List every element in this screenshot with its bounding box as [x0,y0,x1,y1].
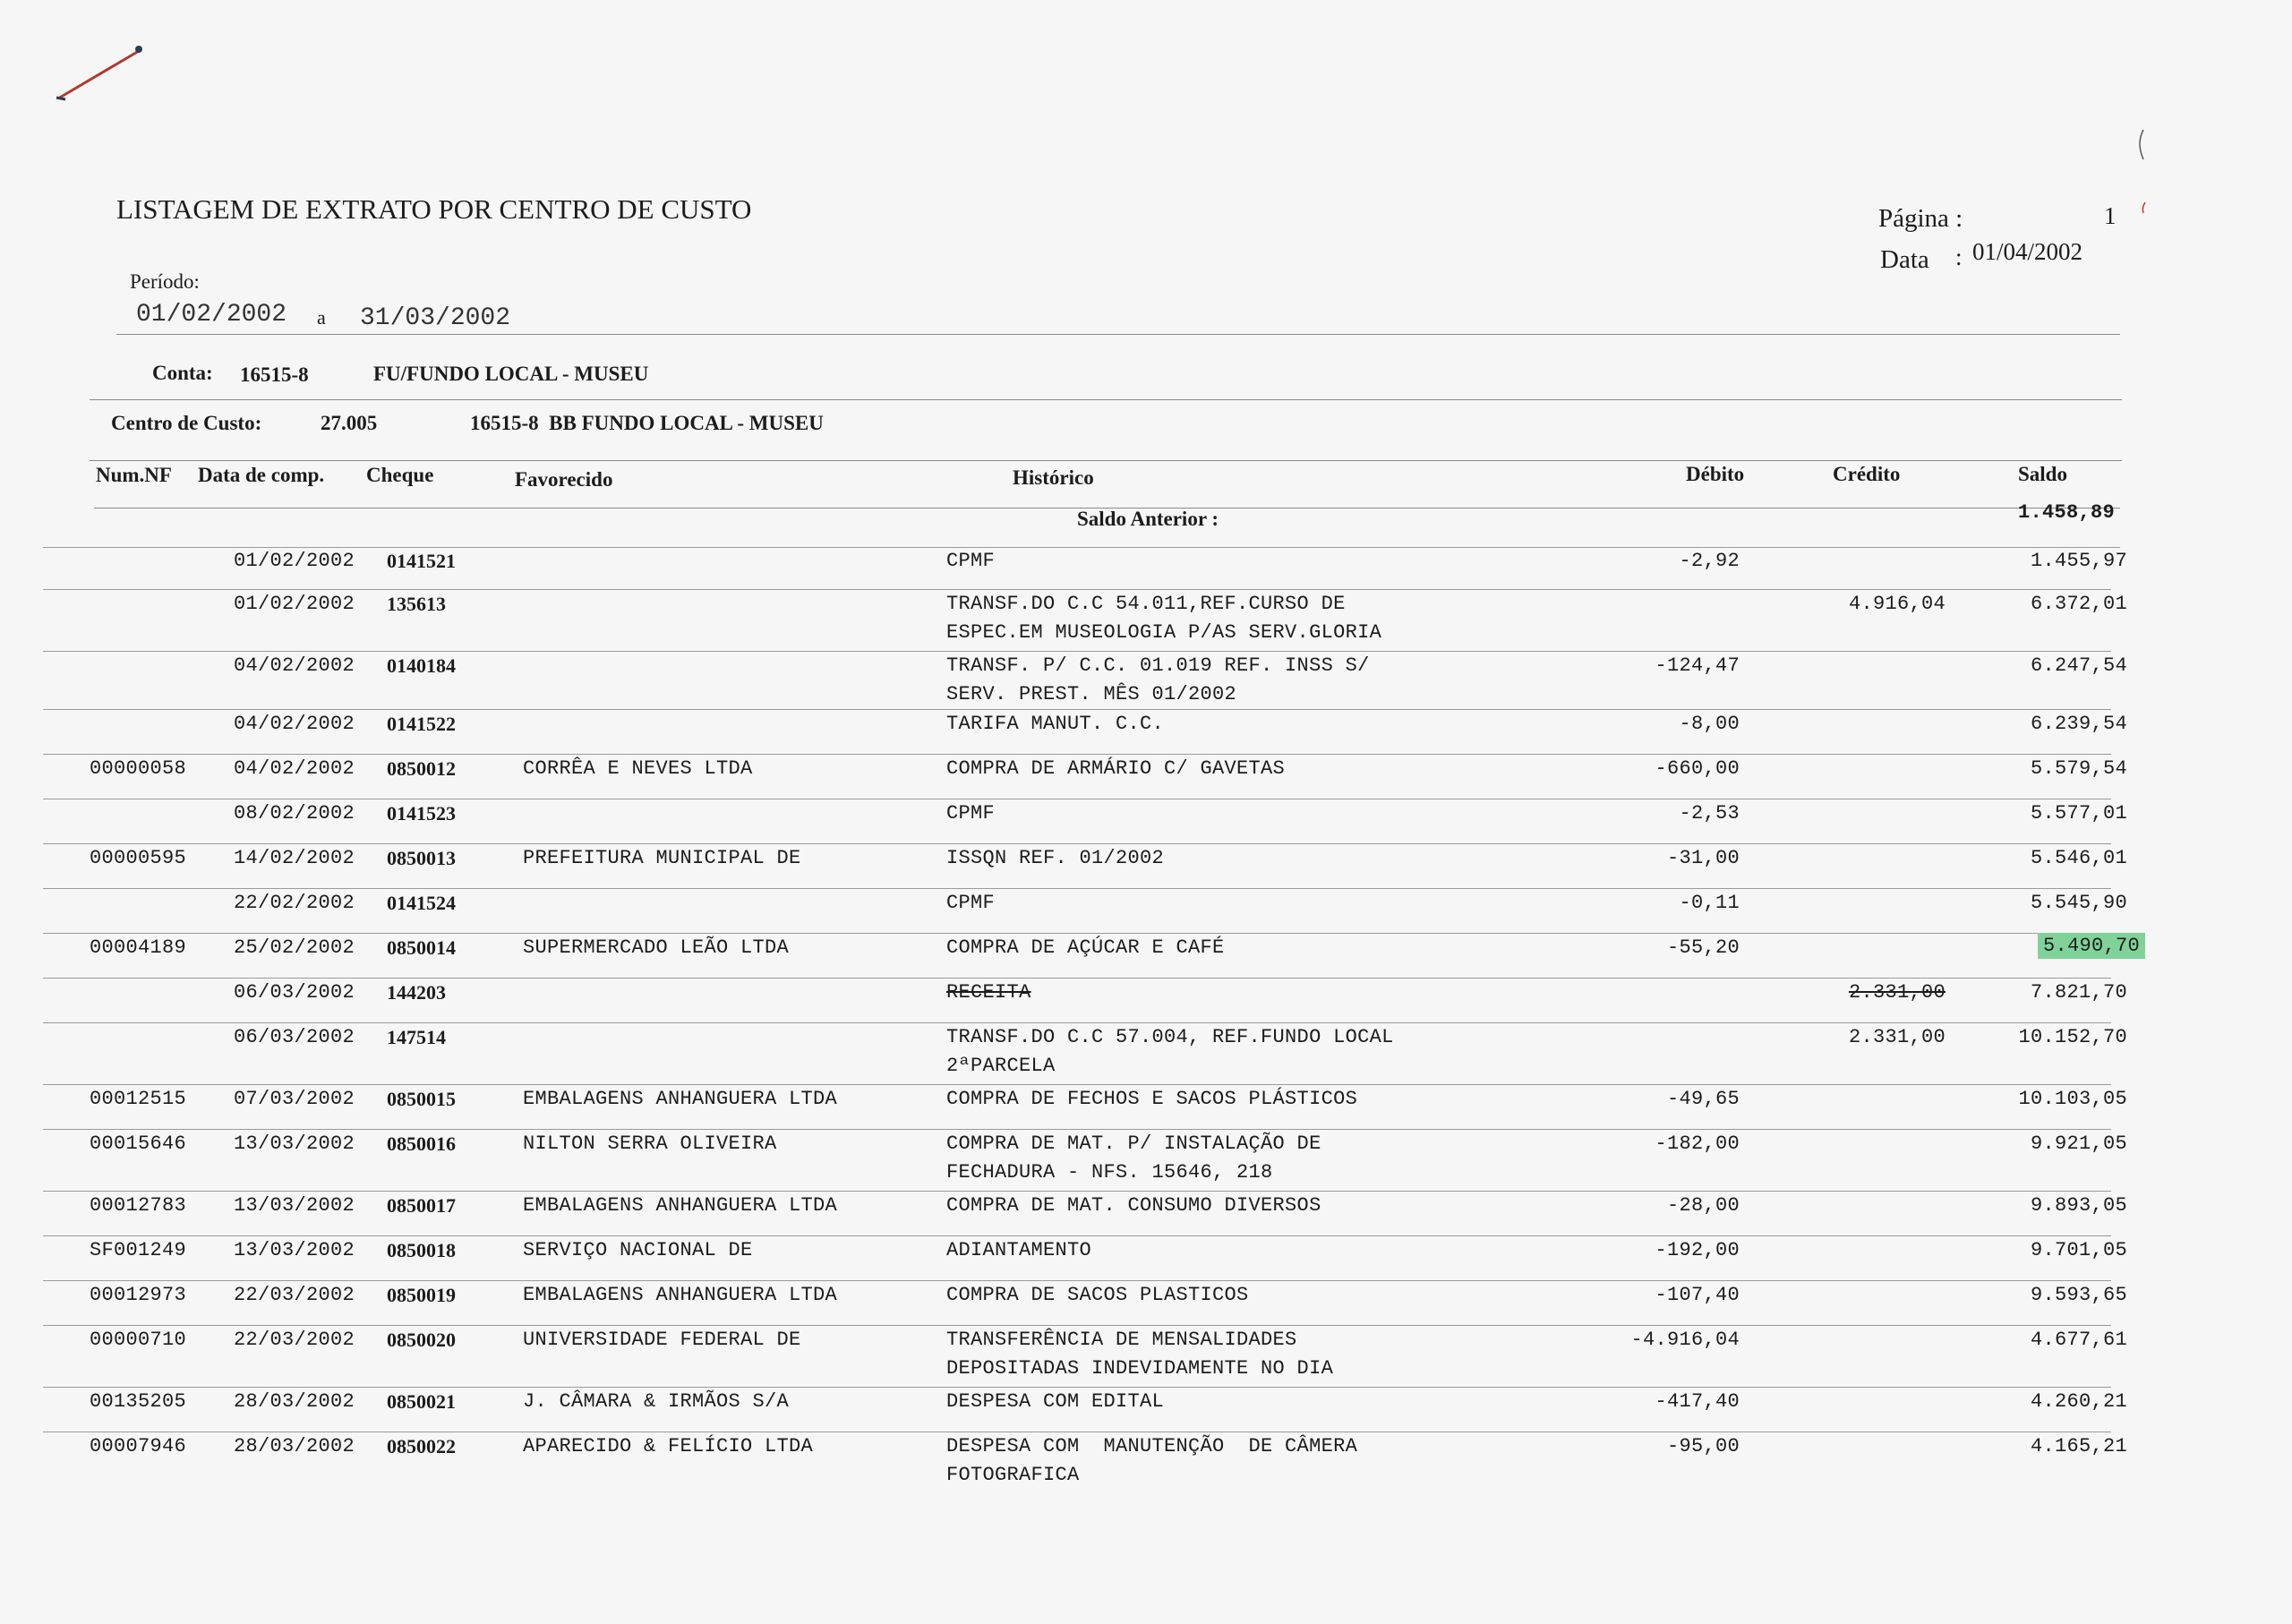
cell-num-nf: 00000595 [90,847,187,869]
row-divider [43,1325,2111,1326]
cell-favorecido: SERVIÇO NACIONAL DE [523,1239,753,1261]
cell-date: 25/02/2002 [234,936,355,959]
cell-date: 01/02/2002 [234,550,355,572]
cell-debito: -2,53 [1679,802,1740,825]
cell-debito: -182,00 [1655,1133,1740,1155]
cell-debito: -8,00 [1679,713,1740,735]
cell-cheque: 0850014 [387,936,456,959]
cell-historico: CPMF [946,550,996,572]
cell-historico-cont: FOTOGRAFICA [946,1464,1080,1486]
divider [90,399,2122,400]
cell-favorecido: APARECIDO & FELÍCIO LTDA [523,1435,814,1457]
cell-historico: COMPRA DE FECHOS E SACOS PLÁSTICOS [946,1088,1358,1110]
col-data-comp: Data de comp. [198,464,325,486]
cell-date: 08/02/2002 [234,802,355,825]
cell-date: 07/03/2002 [234,1088,355,1110]
col-favorecido: Favorecido [515,468,613,491]
cell-date: 13/03/2002 [234,1194,355,1217]
saldo-anterior-value: 1.458,89 [2018,501,2116,524]
cell-historico: COMPRA DE MAT. P/ INSTALAÇÃO DE [946,1133,1321,1155]
cell-date: 14/02/2002 [234,847,355,869]
row-divider [43,1235,2111,1236]
col-saldo: Saldo [2018,463,2067,485]
cell-debito: -192,00 [1655,1239,1740,1261]
cell-saldo: 4.165,21 [2030,1435,2127,1457]
cell-cheque: 0141521 [387,550,456,572]
cell-num-nf: 00000710 [90,1329,187,1351]
cell-favorecido: PREFEITURA MUNICIPAL DE [523,847,801,869]
cell-saldo: 5.546,01 [2030,847,2127,869]
cell-num-nf: 00007946 [90,1435,187,1457]
cell-cheque: 0850019 [387,1284,456,1306]
conta-label: Conta: [152,362,213,384]
cell-cheque: 0141522 [387,713,456,735]
cell-debito: -31,00 [1666,847,1740,869]
cell-debito: -124,47 [1655,654,1740,677]
cell-historico: COMPRA DE SACOS PLASTICOS [946,1284,1249,1306]
cell-saldo: 1.455,97 [2030,550,2127,572]
cell-cheque: 0850017 [387,1194,456,1217]
cell-date: 01/02/2002 [234,593,355,615]
cell-saldo: 5.577,01 [2030,802,2127,825]
cell-saldo: 4.260,21 [2030,1390,2127,1413]
cell-historico-cont: FECHADURA - NFS. 15646, 218 [946,1161,1273,1184]
cell-date: 22/03/2002 [234,1284,355,1306]
cell-saldo: 5.579,54 [2030,757,2127,780]
cell-saldo: 10.152,70 [2018,1026,2127,1048]
cell-historico: TRANSF.DO C.C 54.011,REF.CURSO DE [946,593,1346,615]
row-divider [43,1129,2111,1130]
cell-historico: TARIFA MANUT. C.C. [946,713,1165,735]
cell-historico: TRANSF.DO C.C 57.004, REF.FUNDO LOCAL [946,1026,1394,1048]
pen-mark [49,40,157,112]
cell-num-nf: 00135205 [90,1390,187,1413]
cell-credito: 4.916,04 [1848,593,1946,615]
cell-favorecido: NILTON SERRA OLIVEIRA [523,1133,777,1155]
cell-historico: TRANSFERÊNCIA DE MENSALIDADES [946,1329,1297,1351]
cell-historico: COMPRA DE MAT. CONSUMO DIVERSOS [946,1194,1321,1217]
cell-debito: -107,40 [1655,1284,1740,1306]
periodo-label: Período: [130,270,200,293]
cell-num-nf: 00004189 [90,936,187,959]
cell-date: 04/02/2002 [234,757,355,780]
col-cheque: Cheque [366,464,434,486]
cell-historico: COMPRA DE ARMÁRIO C/ GAVETAS [946,757,1286,780]
cell-historico: CPMF [946,892,996,914]
cell-debito: -95,00 [1666,1435,1740,1457]
col-credito: Crédito [1833,463,1901,485]
cell-historico-cont: SERV. PREST. MÊS 01/2002 [946,683,1237,705]
cell-saldo: 5.545,90 [2030,892,2127,914]
data-sep: : [1955,244,1963,270]
cell-date: 13/03/2002 [234,1133,355,1155]
cell-cheque: 0850022 [387,1435,456,1457]
cell-saldo: 6.247,54 [2030,654,2127,677]
cell-favorecido: J. CÂMARA & IRMÃOS S/A [523,1390,790,1413]
conta-number: 16515-8 [240,363,309,386]
row-divider [43,754,2111,755]
cell-cheque: 0850015 [387,1088,456,1110]
divider [43,547,2120,548]
data-label: Data [1880,245,1929,274]
cell-historico: TRANSF. P/ C.C. 01.019 REF. INSS S/ [946,654,1370,677]
cell-debito: -660,00 [1655,757,1740,780]
col-historico: Histórico [1013,466,1094,489]
cell-cheque: 0141523 [387,802,456,825]
cell-debito: -49,65 [1666,1088,1740,1110]
cell-date: 22/02/2002 [234,892,355,914]
divider [90,460,2122,461]
cell-num-nf: 00000058 [90,757,187,780]
row-divider [43,1084,2111,1085]
cell-date: 13/03/2002 [234,1239,355,1261]
row-divider [43,888,2111,889]
cell-date: 22/03/2002 [234,1329,355,1351]
cell-cheque: 0850016 [387,1133,456,1155]
row-divider [43,1191,2111,1192]
cell-num-nf: 00012783 [90,1194,187,1217]
cell-date: 04/02/2002 [234,654,355,677]
data-value: 01/04/2002 [1972,238,2083,265]
saldo-anterior-label: Saldo Anterior : [1077,508,1219,530]
cell-cheque: 0850021 [387,1390,456,1413]
centro-name: 16515-8 BB FUNDO LOCAL - MUSEU [470,412,824,434]
cell-date: 06/03/2002 [234,1026,355,1048]
cell-debito: -4.916,04 [1630,1329,1740,1351]
cell-historico: RECEITA [946,981,1031,1004]
cell-historico: CPMF [946,802,996,825]
divider [116,334,2120,335]
cell-num-nf: SF001249 [90,1239,187,1261]
cell-date: 04/02/2002 [234,713,355,735]
cell-cheque: 135613 [387,593,446,615]
cell-debito: -2,92 [1679,550,1740,572]
cell-cheque: 144203 [387,981,446,1004]
cell-saldo: 9.893,05 [2030,1194,2127,1217]
cell-debito: -417,40 [1655,1390,1740,1413]
row-divider [43,589,2111,590]
cell-cheque: 0141524 [387,892,456,914]
cell-num-nf: 00012973 [90,1284,187,1306]
cell-saldo: 6.239,54 [2030,713,2127,735]
cell-date: 28/03/2002 [234,1435,355,1457]
cell-historico: ISSQN REF. 01/2002 [946,847,1165,869]
cell-saldo: 9.921,05 [2030,1133,2127,1155]
periodo-sep: a [317,306,326,329]
cell-saldo: 9.701,05 [2030,1239,2127,1261]
cell-historico: COMPRA DE AÇÚCAR E CAFÉ [946,936,1225,959]
col-num-nf: Num.NF [96,464,172,486]
cell-saldo: 6.372,01 [2030,593,2127,615]
row-divider [43,651,2111,652]
col-debito: Débito [1686,463,1745,485]
cell-favorecido: SUPERMERCADO LEÃO LTDA [523,936,790,959]
row-divider [43,709,2111,710]
cell-cheque: 147514 [387,1026,446,1048]
cell-cheque: 0850013 [387,847,456,869]
row-divider [43,933,2111,934]
cell-saldo: 4.677,61 [2030,1329,2127,1351]
cell-historico-cont: DEPOSITADAS INDEVIDAMENTE NO DIA [946,1357,1334,1380]
cell-favorecido: UNIVERSIDADE FEDERAL DE [523,1329,801,1351]
page-title: LISTAGEM DE EXTRATO POR CENTRO DE CUSTO [116,193,752,225]
cell-debito: -55,20 [1666,936,1740,959]
cell-debito: -0,11 [1679,892,1740,914]
cell-num-nf: 00015646 [90,1133,187,1155]
cell-favorecido: CORRÊA E NEVES LTDA [523,757,753,780]
cell-favorecido: EMBALAGENS ANHANGUERA LTDA [523,1284,838,1306]
cell-date: 06/03/2002 [234,981,355,1004]
centro-code: 27.005 [321,412,378,434]
cell-debito: -28,00 [1666,1194,1740,1217]
cell-cheque: 0140184 [387,654,456,677]
cell-historico-cont: ESPEC.EM MUSEOLOGIA P/AS SERV.GLORIA [946,621,1382,644]
periodo-to: 31/03/2002 [360,304,511,332]
cell-cheque: 0850018 [387,1239,456,1261]
periodo-from: 01/02/2002 [136,301,287,329]
row-divider [43,843,2111,844]
cell-historico: DESPESA COM EDITAL [946,1390,1165,1413]
row-divider [43,1280,2111,1281]
pagina-label: Página : [1878,204,1963,233]
cell-saldo: 7.821,70 [2030,981,2127,1004]
row-divider [43,1022,2111,1023]
cell-historico-cont: 2ªPARCELA [946,1055,1056,1077]
cell-favorecido: EMBALAGENS ANHANGUERA LTDA [523,1088,838,1110]
conta-name: FU/FUNDO LOCAL - MUSEU [373,363,649,385]
pagina-value: 1 [2104,202,2117,229]
cell-cheque: 0850012 [387,757,456,780]
margin-mark [2131,125,2158,224]
cell-favorecido: EMBALAGENS ANHANGUERA LTDA [523,1194,838,1217]
row-divider [43,1387,2111,1388]
cell-cheque: 0850020 [387,1329,456,1351]
centro-label: Centro de Custo: [111,412,262,434]
cell-credito: 2.331,00 [1848,1026,1946,1048]
cell-credito: 2.331,00 [1848,981,1946,1004]
cell-date: 28/03/2002 [234,1390,355,1413]
cell-saldo: 10.103,05 [2018,1088,2127,1110]
cell-historico: DESPESA COM MANUTENÇÃO DE CÂMERA [946,1435,1358,1457]
cell-historico: ADIANTAMENTO [946,1239,1092,1261]
cell-saldo: 9.593,65 [2030,1284,2127,1306]
cell-saldo: 5.490,70 [2038,933,2145,959]
row-divider [43,978,2111,979]
cell-num-nf: 00012515 [90,1088,187,1110]
